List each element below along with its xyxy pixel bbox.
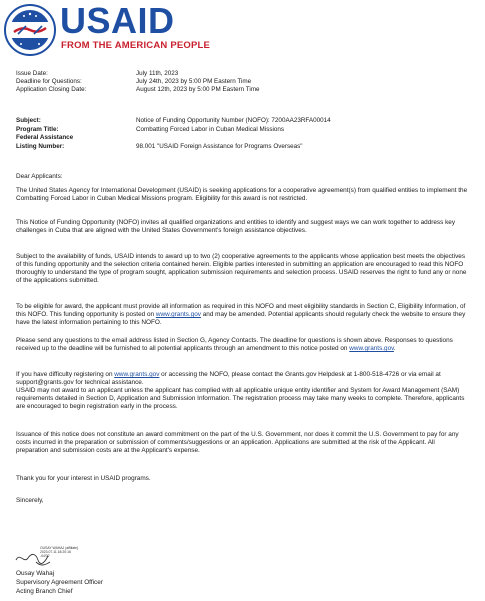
questions-text-a: Please send any questions to the email address listed in Section G, Agency Contacts. The deadline for questions is shown above. Responses to questions received up to the deadline will be furnished to all potential applicants through an amendment to this notice posted on — [16, 337, 453, 353]
closing-date-label: Application Closing Date: — [16, 86, 87, 94]
usaid-seal-icon — [4, 4, 56, 56]
federal-assistance-label: Federal Assistance — [16, 134, 74, 142]
usaid-logo — [2, 2, 222, 60]
closing-sincerely: Sincerely, — [16, 497, 44, 504]
eligibility-text-a: To be eligible for award, the applicant must provide all information as required in this NOFO and meet eligibility standards in Section C, Eligibility Information, of this NOFO. This funding opportunity is posted on — [16, 303, 466, 319]
issue-date-value: July 11th, 2023 — [136, 70, 179, 77]
issue-date-row — [16, 70, 476, 78]
closing-date-row — [16, 86, 476, 94]
questions-deadline-value: July 24th, 2023 by 5:00 PM Eastern Time — [136, 78, 252, 86]
closing-date-value: August 12th, 2023 by 5:00 PM Eastern Time — [136, 86, 260, 94]
subject-label: Subject: — [16, 117, 41, 124]
grants-gov-link-2[interactable]: www.grants.gov — [349, 345, 394, 353]
subject-value: Notice of Funding Opportunity Number (NOFO): 7200AA23RFA00014 — [136, 117, 331, 124]
listing-number-row — [16, 143, 476, 152]
paragraph-thanks: Thank you for your interest in USAID programs. — [16, 475, 151, 482]
signatory-title-1: Supervisory Agreement Officer — [16, 579, 103, 586]
questions-deadline-label: Deadline for Questions: — [16, 78, 82, 86]
program-title-row — [16, 126, 476, 135]
issue-date-label: Issue Date: — [16, 70, 48, 77]
signatory-title-2: Acting Branch Chief — [16, 588, 73, 595]
salutation: Dear Applicants: — [16, 173, 63, 180]
paragraph-registration — [16, 371, 468, 411]
logo-wordmark: USAID — [60, 0, 175, 41]
registration-text-a: If you have difficulty registering on — [16, 371, 115, 378]
dates-block — [16, 70, 476, 95]
paragraph-nofo-invite: This Notice of Funding Opportunity (NOFO) invites all qualified organizations and entities to identify and suggest ways we can work together to address key challenges in Cuba that are aligned with the United States Government's foreign assistance objectives. — [16, 219, 456, 235]
paragraph-disclaimer: Issuance of this notice does not constitute an award commitment on the part of the U.S. Government, nor does it commit the U.S. Government to pay for any costs incurred in the preparation or submission of comments/suggestions or an application. Applications are submitted at the risk of the Applicant. All preparation and submission costs are at the Applicant's expense. — [16, 431, 459, 455]
program-title-label: Program Title: — [16, 125, 59, 133]
federal-assistance-row — [16, 134, 476, 143]
signatory-name: Ousay Wahaj — [16, 570, 55, 577]
listing-number-value: 98.001 "USAID Foreign Assistance for Programs Overseas" — [136, 142, 303, 150]
grants-gov-link-3[interactable]: www.grants.gov — [114, 371, 160, 378]
paragraph-awards: Subject to the availability of funds, USAID intends to award up to two (2) cooperative agreements to the applicants whose application best meets the objectives of this funding opportunity and the selection criteria contained herein. Eligible parties interested in submitting an application are encouraged to read this NOFO thoroughly to understand the type of program sought, application submission requirements and selection process. USAID reserves the right to fund any or none of the applications submitted. — [16, 253, 467, 285]
questions-deadline-row — [16, 78, 476, 86]
questions-text-b: . — [393, 345, 396, 353]
program-title-value: Combatting Forced Labor in Cuban Medical Missions — [136, 125, 285, 133]
eligibility-text-b: and may be amended. Potential applicants should regularly check the website to ensure they have the latest information pertaining to this NOFO. — [16, 311, 466, 327]
paragraph-questions — [16, 337, 468, 353]
registration-text-c: USAID may not award to an applicant unless the applicant has complied with all applicable unique entity identifier and System for Award Management (SAM) requirements detailed in Section D, Application and Submission Information. The registration process may take many weeks to complete. Therefore, applicants are encouraged to begin registration early in the process. — [16, 387, 465, 411]
registration-text-b: or accessing the NOFO, please contact the Grants.gov Helpdesk at 1-800-518-4726 or via email at support@grants.gov for technical assistance. — [16, 371, 441, 387]
grants-gov-link[interactable]: www.grants.gov — [155, 311, 201, 319]
digital-signature-stamp: OUSAY WAHAJ (affiliate) 2023.07.11 18:20:16 -04'00' — [40, 546, 79, 559]
subject-block — [16, 117, 476, 151]
paragraph-eligibility — [16, 303, 468, 327]
logo-tagline: FROM THE AMERICAN PEOPLE — [61, 40, 211, 51]
listing-number-label: Listing Number: — [16, 142, 65, 150]
subject-row — [16, 117, 476, 126]
paragraph-intro: The United States Agency for International Development (USAID) is seeking applications for a cooperative agreement(s) from qualified entities to implement the Combatting Forced Labor in Cuban Medical Missions program. Eligibility for this award is not restricted. — [16, 187, 468, 203]
